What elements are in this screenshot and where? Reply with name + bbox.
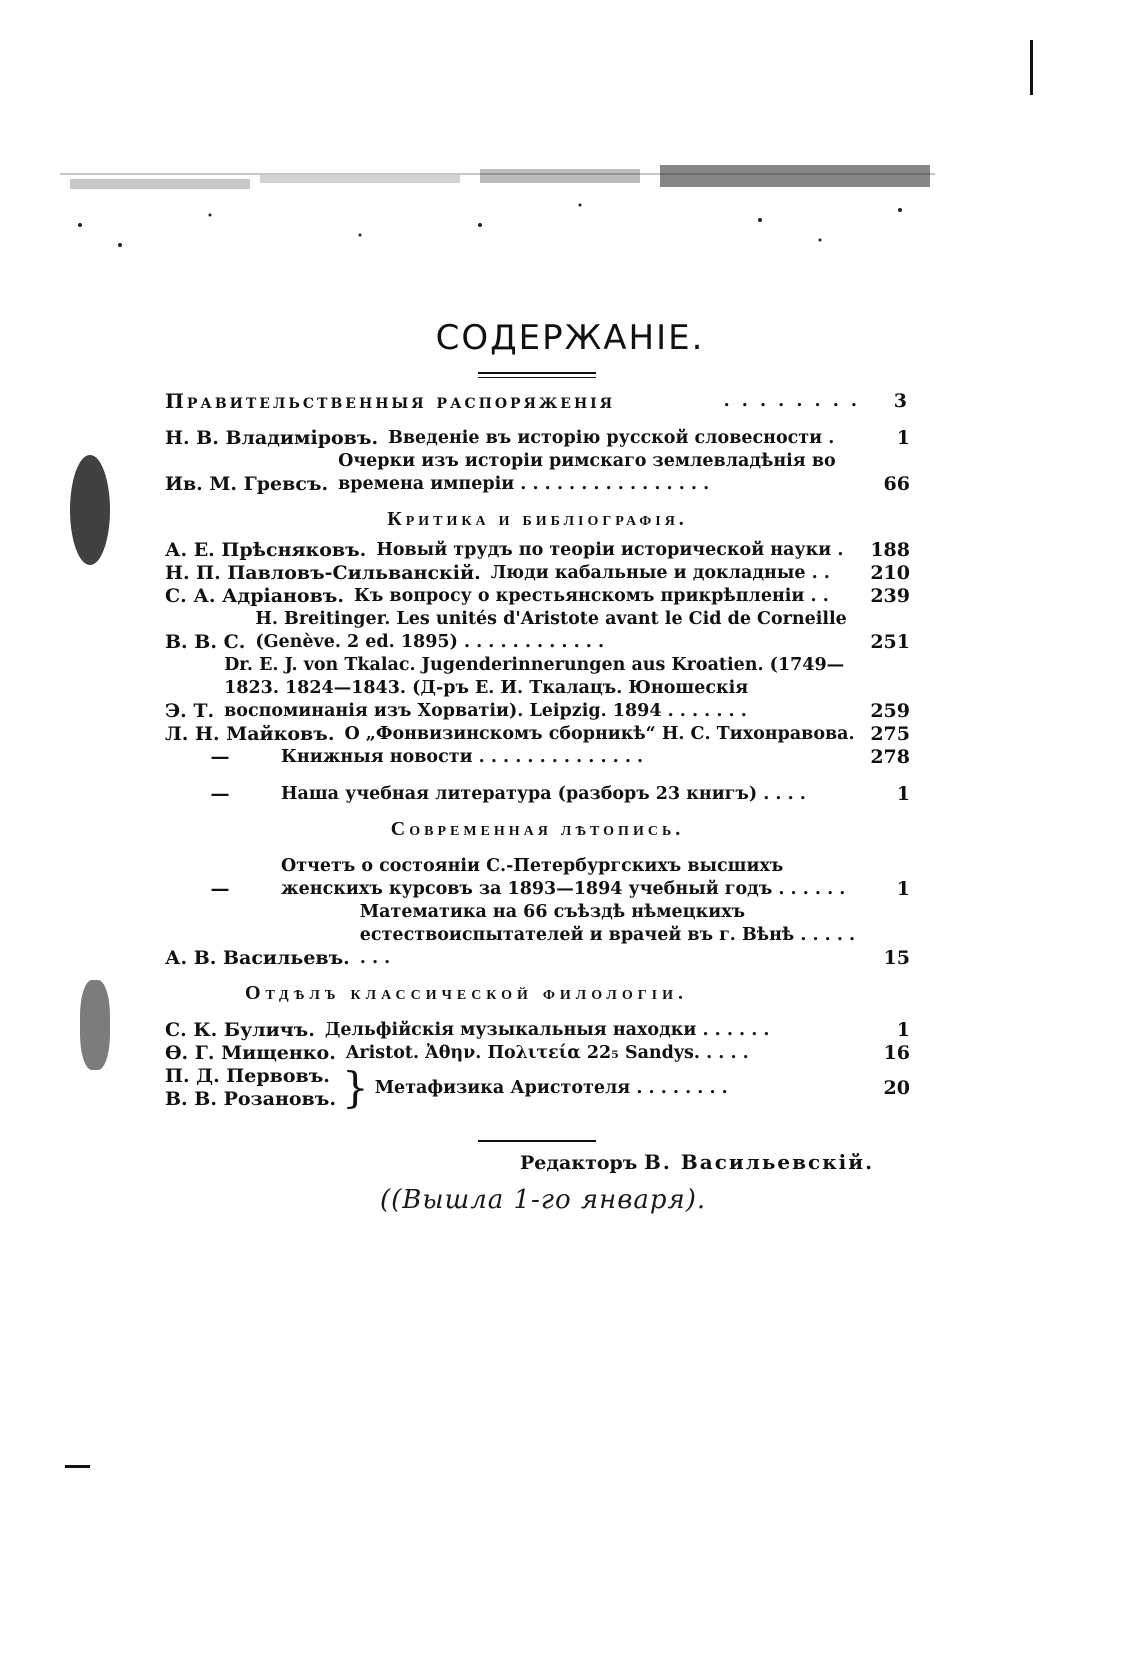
toc-row-government bbox=[165, 390, 910, 413]
toc-entry bbox=[165, 539, 910, 562]
entry-title: Отчетъ о состояніи С.-Петербургскихъ высшихъ женскихъ курсовъ за 1893—1894 учебный годъ . . . . . . bbox=[281, 856, 846, 899]
toc-entry bbox=[165, 1019, 910, 1042]
entry-title: Очерки изъ исторіи римскаго землевладѣнія во времена имперіи . . . . . . . . . . . . . . . . bbox=[338, 451, 836, 494]
page-number: 15 bbox=[883, 947, 910, 969]
scan-edge-mark bbox=[1030, 40, 1033, 95]
entry-author: Э. Т. bbox=[165, 700, 215, 722]
toc-dots: . . . . . . . . bbox=[359, 925, 856, 968]
toc-entry bbox=[165, 783, 910, 806]
entry-author: Ѳ. Г. Мищенко. bbox=[165, 1042, 336, 1064]
joint-entry bbox=[165, 1065, 910, 1111]
toc-entry bbox=[165, 746, 910, 769]
entry-title: Къ вопросу о крестьянскомъ прикрѣпленіи . . bbox=[353, 586, 829, 606]
entry-title: Люди кабальные и докладные . . bbox=[490, 563, 830, 583]
toc-dots: . . . . . . bbox=[778, 879, 846, 899]
page-number: 188 bbox=[870, 539, 910, 561]
entry-author: В. В. Розановъ. bbox=[165, 1088, 336, 1110]
binding-stain bbox=[70, 455, 110, 565]
toc-entry bbox=[165, 723, 910, 746]
toc-dots: . bbox=[837, 540, 844, 560]
toc-dots: . bbox=[828, 428, 835, 448]
toc-dots: . . . . . . . bbox=[667, 701, 747, 721]
toc-dots: . . bbox=[810, 586, 829, 606]
page-number: 3 bbox=[893, 390, 910, 412]
entry-title: Dr. E. J. von Tkalac. Jugenderinnerungen aus Kroatien. (1749—1823. 1824—1843. (Д-ръ Е. И. Ткалацъ. Юношескія воспоминанія изъ Хорватіи). Leipzig. 1894 . . . . . . . bbox=[224, 655, 845, 721]
entry-author: В. В. С. bbox=[165, 631, 246, 653]
brace-symbol: } bbox=[341, 1063, 369, 1112]
scan-noise-band bbox=[60, 165, 935, 255]
entry-author: А. Е. Прѣсняковъ. bbox=[165, 539, 367, 561]
editor-line bbox=[520, 1150, 874, 1174]
section-heading-critique: Критика и библіографія. bbox=[387, 508, 688, 530]
editor-name: В. Васильевскій. bbox=[644, 1150, 875, 1174]
handwritten-note: ((Вышла 1-го января). bbox=[380, 1185, 707, 1215]
toc-entry bbox=[165, 585, 910, 608]
toc-dots: . . . . . . bbox=[702, 1020, 770, 1040]
page-number: 1 bbox=[896, 1019, 910, 1041]
entry-title: Новый трудъ по теоріи исторической науки . bbox=[376, 540, 844, 560]
toc-entry bbox=[165, 427, 910, 450]
page-number: 16 bbox=[883, 1042, 910, 1064]
toc-entry bbox=[165, 1042, 910, 1065]
entry-author: П. Д. Первовъ. bbox=[165, 1065, 330, 1087]
entry-title: Наша учебная литература (разборъ 23 книгъ) . . . . bbox=[281, 784, 806, 804]
toc-entry bbox=[165, 450, 910, 496]
page-number: 20 bbox=[883, 1077, 910, 1099]
entry-author: Н. П. Павловъ-Сильванскій. bbox=[165, 562, 481, 584]
title-rule bbox=[478, 372, 596, 378]
page-title: СОДЕРЖАНІЕ. bbox=[435, 318, 705, 358]
table-of-contents bbox=[165, 390, 910, 1111]
page-number: 275 bbox=[870, 723, 910, 745]
toc-dots: . . . . . . . . . . . . bbox=[463, 632, 605, 652]
section-heading-classical: Отдѣлъ классической филологіи. bbox=[245, 982, 688, 1004]
page-number: 1 bbox=[896, 427, 910, 449]
entry-title: Aristot. Ἀθην. Πολιτεία 22₅ Sandys. . . . . bbox=[345, 1043, 749, 1063]
toc-dots: . . . . . . . . bbox=[723, 391, 860, 411]
page-number: 251 bbox=[870, 631, 910, 653]
margin-dash bbox=[65, 1465, 90, 1468]
page-number: 259 bbox=[870, 700, 910, 722]
page-number: 210 bbox=[870, 562, 910, 584]
entry-author: Ив. М. Гревсъ. bbox=[165, 473, 329, 495]
entry-author: Л. Н. Майковъ. bbox=[165, 723, 335, 745]
toc-dots: . . . . . . . . . . . . . . . . bbox=[520, 474, 710, 494]
entry-title: Дельфійскія музыкальныя находки . . . . . . bbox=[324, 1020, 770, 1040]
entry-author: — bbox=[210, 783, 230, 805]
toc-dots: . . . . bbox=[706, 1043, 749, 1063]
toc-entry bbox=[165, 608, 910, 654]
entry-title: H. Breitinger. Les unités d'Aristote avant le Cid de Corneille (Genève. 2 ed. 1895) . . . . . . . . . . . . bbox=[255, 609, 847, 652]
editor-rule bbox=[478, 1140, 596, 1142]
entry-title: Книжныя новости . . . . . . . . . . . . . . bbox=[281, 747, 644, 767]
page-number: 278 bbox=[870, 746, 910, 768]
entry-author: Н. В. Владиміровъ. bbox=[165, 427, 379, 449]
binding-stain bbox=[80, 980, 110, 1070]
entry-title: Введеніе въ исторію русской словесности . bbox=[388, 428, 835, 448]
entry-author: — bbox=[210, 746, 230, 768]
toc-dots: . . . . . . . . . . . . . . bbox=[478, 747, 644, 767]
page-number: 66 bbox=[883, 473, 910, 495]
section-heading-government: Правительственныя распоряженія bbox=[165, 389, 616, 413]
entry-title: О „Фонвизинскомъ сборникѣ“ Н. С. Тихонравова. bbox=[344, 724, 855, 744]
toc-entry bbox=[165, 855, 910, 901]
editor-label: Редакторъ bbox=[520, 1152, 638, 1174]
entry-author: — bbox=[210, 878, 230, 900]
toc-entry bbox=[165, 901, 910, 970]
entry-title: Метафизика Аристотеля . . . . . . . . bbox=[374, 1078, 728, 1098]
joint-authors bbox=[165, 1065, 336, 1111]
toc-dots: . . bbox=[811, 563, 830, 583]
page-number: 1 bbox=[896, 783, 910, 805]
page-number: 1 bbox=[896, 878, 910, 900]
toc-dots: . . . . bbox=[763, 784, 806, 804]
entry-author: С. К. Буличъ. bbox=[165, 1019, 315, 1041]
page-number: 239 bbox=[870, 585, 910, 607]
entry-author: А. В. Васильевъ. bbox=[165, 947, 350, 969]
toc-dots: . . . . . . . . bbox=[636, 1078, 728, 1098]
section-heading-chronicle: Современная лѣтопись. bbox=[390, 818, 685, 840]
entry-title: Математика на 66 съѣздѣ нѣмецкихъ естествоиспытателей и врачей въ г. Вѣнѣ . . . . . . . . bbox=[359, 902, 856, 968]
entry-author: С. А. Адріановъ. bbox=[165, 585, 344, 607]
toc-entry bbox=[165, 562, 910, 585]
toc-entry bbox=[165, 654, 910, 723]
